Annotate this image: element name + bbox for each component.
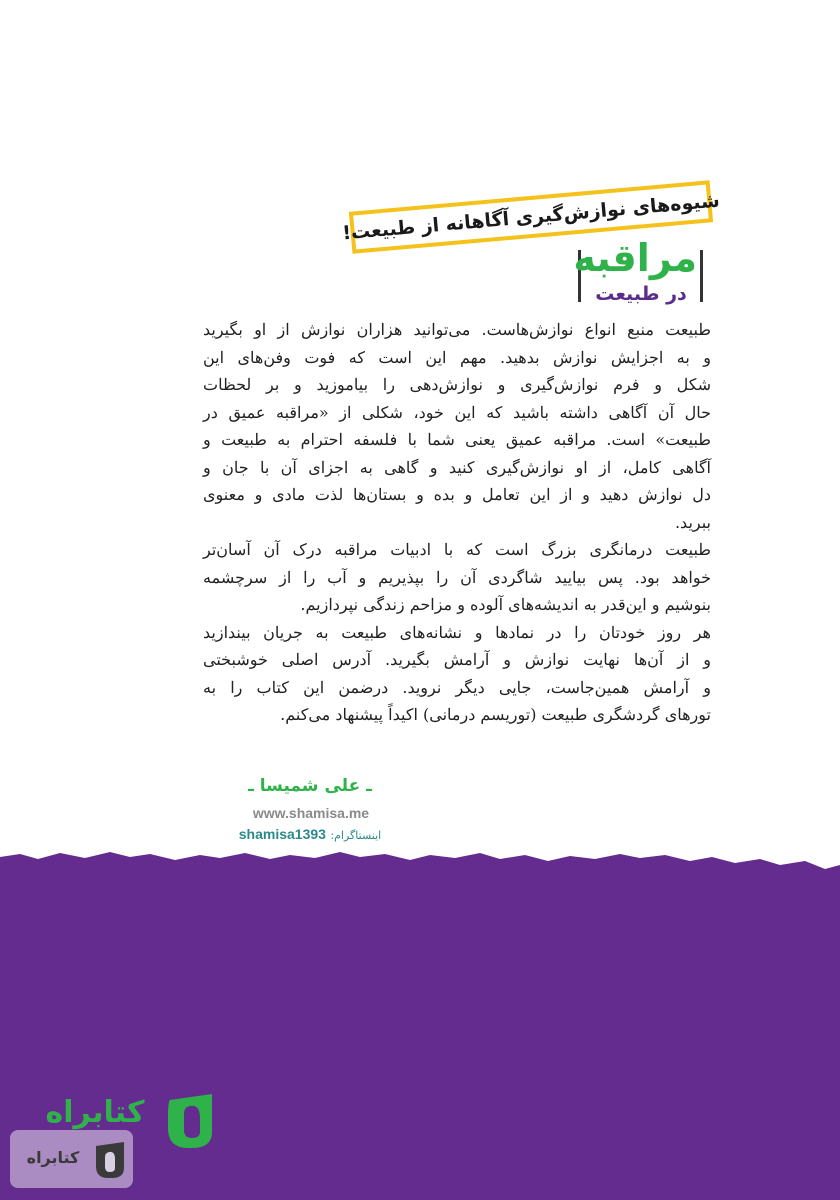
ketabrah-logo-text: کتابراه — [45, 1095, 145, 1130]
text-line: بنوشیم و این‌قدر به اندیشه‌های آلوده و مزاحم زندگی نپردازیم. — [300, 595, 711, 614]
text-line: ببرید. — [674, 512, 711, 532]
text-line: تورهای گردشگری طبیعت (توریسم درمانی) اکیداً پیشنهاد می‌کنم. — [280, 705, 711, 724]
text-line: هر روز خودتان را در نمادها و نشانه‌های طبیعت به جریان بیندازید — [203, 622, 711, 642]
text-line: طبیعت» است. مراقبه عمیق یعنی شما با فلسفه احترام به طبیعت و — [203, 430, 711, 449]
paragraph-3 — [203, 619, 711, 729]
text-line: طبیعت درمانگری بزرگ است که با ادبیات مراقبه درک آن آسان‌تر — [203, 540, 711, 559]
author-instagram — [200, 826, 420, 843]
instagram-label: اینستاگرام: — [330, 829, 382, 842]
paragraph-1 — [203, 316, 711, 536]
text-line: دل نوازش دهید و از این تعامل و بده و بستان‌ها لذت مادی و معنوی — [203, 485, 711, 504]
text-line: شکل و فرم نوازش‌گیری و نوازش‌دهی را بیاموزید و بر لحظات — [203, 375, 711, 394]
instagram-handle: shamisa1393 — [238, 826, 326, 842]
author-name: ـ علی شمیسا ـ — [248, 776, 372, 796]
book-title: مراقبه — [573, 236, 697, 280]
text-line: حال آن آگاهی داشته باشید که این خود، شکلی از «مراقبه عمیق در — [203, 402, 711, 422]
tagline-text: شیوه‌های نوازش‌گیری آگاهانه از طبیعت! — [349, 180, 713, 253]
blurb-text — [203, 316, 711, 729]
text-line: طبیعت منبع انواع نوازش‌هاست. می‌توانید هزاران نوازش از او بگیرید — [203, 320, 711, 339]
watermark-text: کتابراه — [26, 1148, 80, 1167]
author-website: www.shamisa.me — [252, 805, 370, 821]
text-line: آگاهی کامل، از او نوازش‌گیری کنید و گاهی به اجزای آن با جان و — [203, 457, 711, 477]
title-divider-right — [700, 250, 703, 302]
watermark-icon — [92, 1140, 126, 1180]
paragraph-2 — [203, 536, 711, 619]
book-subtitle: در طبیعت — [595, 283, 687, 305]
text-line: و آرامش همین‌جاست، جایی دیگر نروید. درضمن این کتاب را به — [203, 677, 711, 697]
text-line: خواهد بود. پس بیایید شاگردی آن را بپذیریم و آب را از سرچشمه — [203, 567, 711, 587]
text-line: و به اجزایش نوازش بدهید. مهم این است که فوت وفن‌های این — [203, 347, 711, 367]
text-line: و از آن‌ها نهایت نوازش و آرامش بگیرید. آدرس اصلی خوشبختی — [203, 650, 711, 669]
